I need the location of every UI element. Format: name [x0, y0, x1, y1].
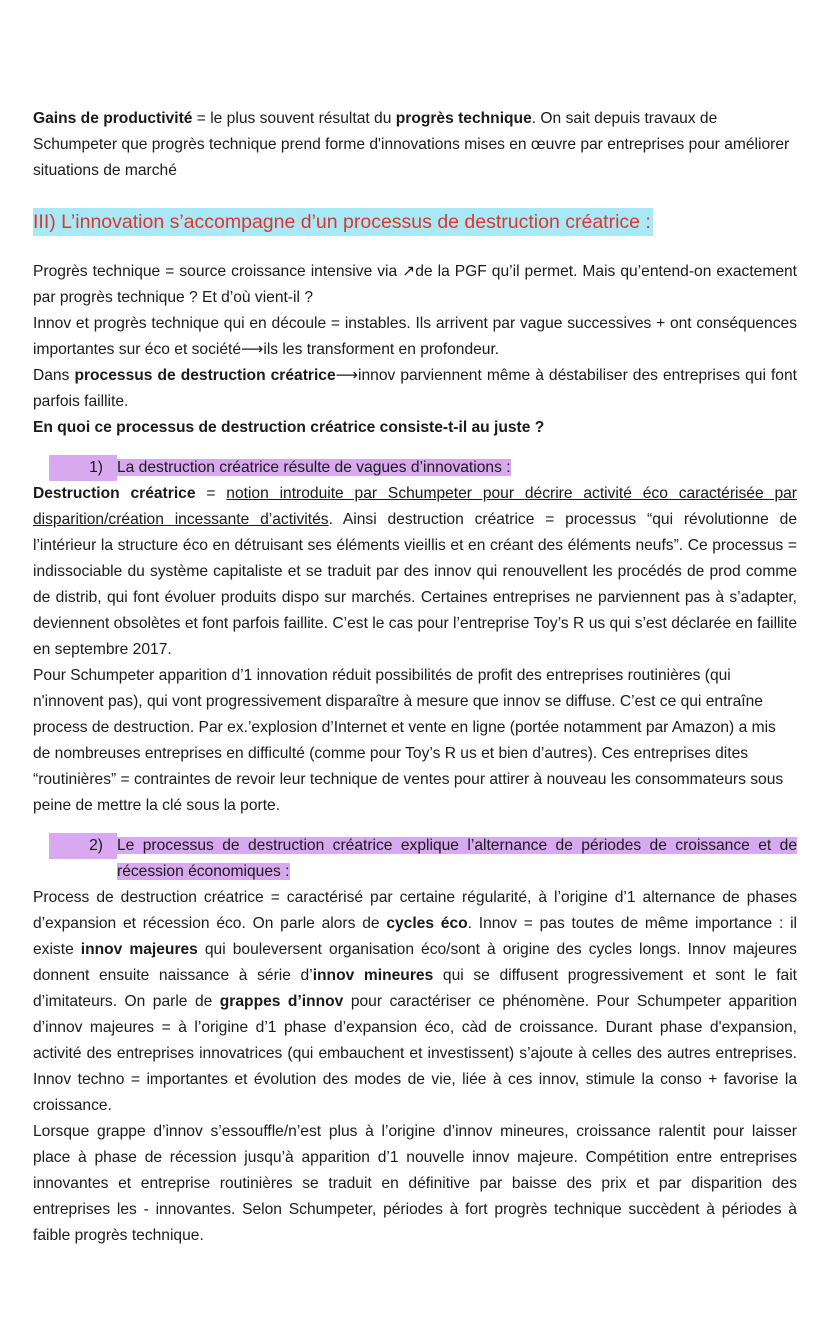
- term-progres-technique: progrès technique: [395, 110, 532, 127]
- subsection-2-paragraph-2: Lorsque grappe d’innov s’essouffle/n’est plus à l’origine d’innov mineures, croissance ralentit pour laisser place à phase de récession jusqu’à apparition d’1 nouvelle innov majeure. Compétition entre entreprises innovantes et entreprise routinières se traduit en définitive par baisse des prix et par disparition des entreprises les - innovantes. Selon Schumpeter, périodes à fort progrès technique succèdent à périodes à faible progrès technique.: [33, 1123, 797, 1244]
- subsection-1-heading: 1) La destruction créatrice résulte de vagues d’innovations :: [33, 455, 797, 481]
- subsection-1-paragraph-2: Pour Schumpeter apparition d’1 innovation réduit possibilités de profit des entreprises routinières (qui n'innovent pas), qui vont progressivement disparaître à mesure que innov se diffuse. C’est ce qui entraîne process de destruction. Par ex.’explosion d’Internet et vente en ligne (portée notamment par Amazon) a mis de nombreuses entreprises en difficulté (comme pour Toy’s R us et bien d’autres). Ces entreprises dites “routinières” = contraintes de revoir leur technique de ventes pour attirer à nouveau les consommateurs sous peine de mettre la clé sous la porte.: [33, 667, 784, 814]
- document-page: [33, 106, 797, 1249]
- intro-paragraph: Gains de productivité = le plus souvent résultat du progrès technique. On sait depuis travaux de Schumpeter que progrès technique prend forme d'innovations mises en œuvre par entreprises pour améliorer situations de marché: [33, 110, 790, 179]
- section-3-heading: III) L’innovation s’accompagne d’un processus de destruction créatrice :: [33, 209, 797, 235]
- section-3-paragraph-1: Progrès technique = source croissance intensive via ↗de la PGF qu’il permet. Mais qu’entend-on exactement par progrès technique ? Et d’où vient-il ?: [33, 263, 797, 306]
- subsection-2-heading: 2) Le processus de destruction créatrice explique l’alternance de périodes de croissance et de récession économiques :: [33, 833, 797, 885]
- section-3-paragraph-3: Dans processus de destruction créatrice⟶innov parviennent même à déstabiliser des entreprises qui font parfois faillite.: [33, 367, 797, 410]
- term-gains-productivite: Gains de productivité: [33, 110, 193, 127]
- subsection-1-paragraph-1: Destruction créatrice = notion introduite par Schumpeter pour décrire activité éco caractérisée par disparition/création incessante d’activités. Ainsi destruction créatrice = processus “qui révolutionne de l’intérieur la structure éco en détruisant ses éléments vieillis et en créant des éléments neufs”. Ce processus = indissociable du système capitaliste et se traduit par des innov qui renouvellent les procédés de prod comme de distrib, qui font évoluer produits dispo sur marchés. Certaines entreprises ne parviennent pas à s’adapter, deviennent obsolètes et font parfois faillite. C’est le cas pour l’entreprise Toy’s R us qui s’est déclarée en faillite en septembre 2017.: [33, 485, 797, 658]
- section-3-question: En quoi ce processus de destruction créatrice consiste-t-il au juste ?: [33, 419, 545, 436]
- subsection-2-paragraph-1: Process de destruction créatrice = caractérisé par certaine régularité, à l’origine d’1 alternance de phases d’expansion et récession éco. On parle alors de cycles éco. Innov = pas toutes de même importance : il existe innov majeures qui bouleversent organisation éco/sont à origine des cycles longs. Innov majeures donnent ensuite naissance à série d’innov mineures qui se diffusent progressivement et sont le fait d’imitateurs. On parle de grappes d’innov pour caractériser ce phénomène. Pour Schumpeter apparition d’innov majeures = à l’origine d’1 phase d’expansion éco, càd de croissance. Durant phase d'expansion, activité des entreprises innovatrices (qui embauchent et investissent) s’ajoute à celles des autres entreprises. Innov techno = importantes et évolution des modes de vie, liée à ces innov, stimule la conso + favorise la croissance.: [33, 889, 798, 1114]
- section-3-paragraph-2: Innov et progrès technique qui en découle = instables. Ils arrivent par vague successives + ont conséquences importantes sur éco et société⟶ils les transforment en profondeur.: [33, 315, 797, 358]
